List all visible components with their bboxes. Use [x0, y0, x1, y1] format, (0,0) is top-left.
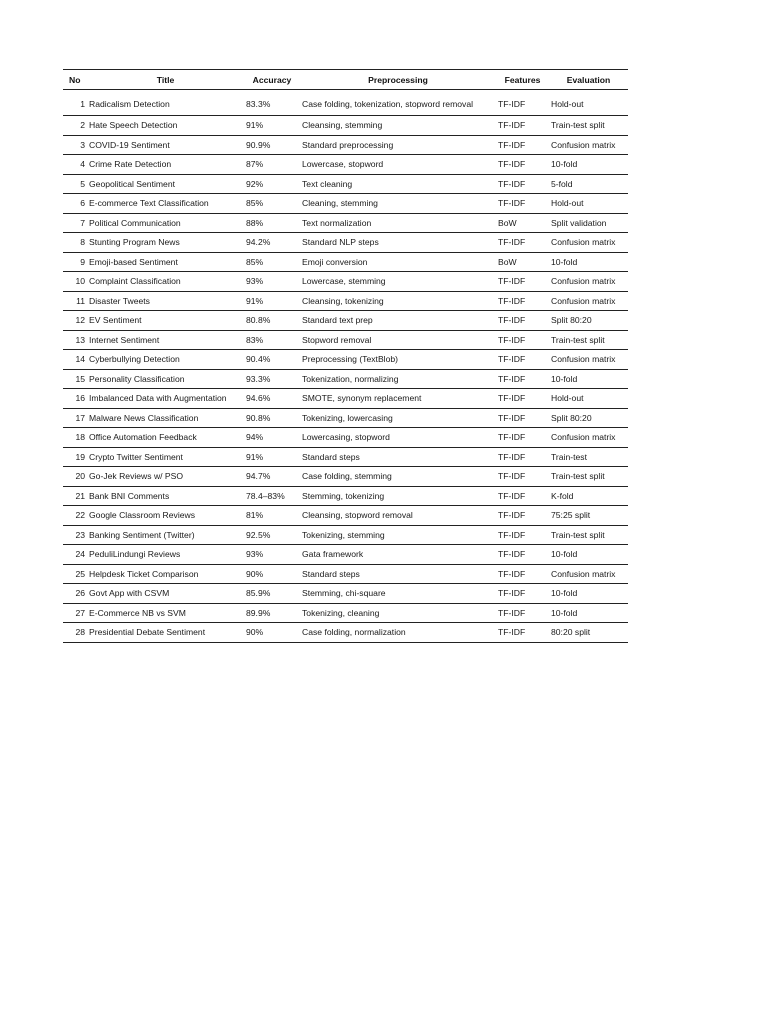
cell-title: Helpdesk Ticket Comparison — [87, 564, 244, 584]
table-row — [63, 90, 628, 116]
cell-title: Personality Classification — [87, 369, 244, 389]
table-row — [63, 174, 628, 194]
cell-title: COVID-19 Sentiment — [87, 135, 244, 155]
cell-preprocessing: Case folding, stemming — [300, 467, 496, 487]
table-row — [63, 233, 628, 253]
cell-preprocessing: Cleaning, stemming — [300, 194, 496, 214]
cell-title: Complaint Classification — [87, 272, 244, 292]
cell-no: 11 — [63, 291, 87, 311]
cell-features: TF-IDF — [496, 584, 549, 604]
cell-evaluation: Train-test split — [549, 525, 628, 545]
cell-features: TF-IDF — [496, 90, 549, 116]
cell-no: 27 — [63, 603, 87, 623]
cell-title: Internet Sentiment — [87, 330, 244, 350]
cell-evaluation: Confusion matrix — [549, 428, 628, 448]
cell-preprocessing: Preprocessing (TextBlob) — [300, 350, 496, 370]
cell-evaluation: Confusion matrix — [549, 564, 628, 584]
cell-evaluation: Confusion matrix — [549, 233, 628, 253]
cell-no: 12 — [63, 311, 87, 331]
cell-accuracy: 90% — [244, 564, 300, 584]
table-row — [63, 603, 628, 623]
cell-evaluation: 10-fold — [549, 252, 628, 272]
table-row — [63, 330, 628, 350]
table-row — [63, 623, 628, 643]
cell-features: TF-IDF — [496, 467, 549, 487]
cell-no: 17 — [63, 408, 87, 428]
table-row — [63, 291, 628, 311]
cell-accuracy: 94.2% — [244, 233, 300, 253]
cell-title: Hate Speech Detection — [87, 116, 244, 136]
table-header — [63, 70, 628, 90]
cell-accuracy: 85% — [244, 194, 300, 214]
cell-preprocessing: Emoji conversion — [300, 252, 496, 272]
table-row — [63, 584, 628, 604]
cell-preprocessing: Text cleaning — [300, 174, 496, 194]
cell-no: 6 — [63, 194, 87, 214]
cell-no: 25 — [63, 564, 87, 584]
cell-preprocessing: Tokenization, normalizing — [300, 369, 496, 389]
table-row — [63, 350, 628, 370]
cell-title: Google Classroom Reviews — [87, 506, 244, 526]
cell-accuracy: 80.8% — [244, 311, 300, 331]
cell-features: TF-IDF — [496, 174, 549, 194]
table-row — [63, 506, 628, 526]
cell-evaluation: Hold-out — [549, 389, 628, 409]
cell-accuracy: 90.4% — [244, 350, 300, 370]
cell-no: 28 — [63, 623, 87, 643]
cell-evaluation: Confusion matrix — [549, 272, 628, 292]
table-row — [63, 525, 628, 545]
cell-evaluation: Confusion matrix — [549, 135, 628, 155]
cell-features: TF-IDF — [496, 350, 549, 370]
table-row — [63, 135, 628, 155]
table-row — [63, 116, 628, 136]
cell-title: Office Automation Feedback — [87, 428, 244, 448]
header-row — [63, 70, 628, 90]
cell-preprocessing: Cleansing, tokenizing — [300, 291, 496, 311]
cell-title: Cyberbullying Detection — [87, 350, 244, 370]
cell-title: Geopolitical Sentiment — [87, 174, 244, 194]
cell-preprocessing: Gata framework — [300, 545, 496, 565]
cell-no: 5 — [63, 174, 87, 194]
cell-evaluation: 10-fold — [549, 545, 628, 565]
cell-evaluation: K-fold — [549, 486, 628, 506]
table-row — [63, 213, 628, 233]
cell-features: TF-IDF — [496, 233, 549, 253]
cell-no: 4 — [63, 155, 87, 175]
cell-no: 23 — [63, 525, 87, 545]
cell-evaluation: Confusion matrix — [549, 291, 628, 311]
cell-features: TF-IDF — [496, 408, 549, 428]
table-row — [63, 408, 628, 428]
header-accuracy: Accuracy — [244, 70, 300, 90]
cell-features: TF-IDF — [496, 116, 549, 136]
cell-features: TF-IDF — [496, 525, 549, 545]
cell-evaluation: Split validation — [549, 213, 628, 233]
cell-no: 1 — [63, 90, 87, 116]
cell-evaluation: Confusion matrix — [549, 350, 628, 370]
cell-evaluation: 80:20 split — [549, 623, 628, 643]
cell-evaluation: 10-fold — [549, 603, 628, 623]
cell-no: 3 — [63, 135, 87, 155]
cell-evaluation: 10-fold — [549, 155, 628, 175]
cell-accuracy: 91% — [244, 291, 300, 311]
cell-accuracy: 85% — [244, 252, 300, 272]
cell-title: EV Sentiment — [87, 311, 244, 331]
header-evaluation: Evaluation — [549, 70, 628, 90]
cell-title: Govt App with CSVM — [87, 584, 244, 604]
cell-evaluation: Train-test — [549, 447, 628, 467]
table-row — [63, 311, 628, 331]
cell-evaluation: Train-test split — [549, 467, 628, 487]
cell-features: BoW — [496, 252, 549, 272]
cell-preprocessing: Lowercase, stemming — [300, 272, 496, 292]
cell-preprocessing: Case folding, normalization — [300, 623, 496, 643]
table-row — [63, 194, 628, 214]
cell-preprocessing: SMOTE, synonym replacement — [300, 389, 496, 409]
cell-features: TF-IDF — [496, 194, 549, 214]
cell-evaluation: Train-test split — [549, 116, 628, 136]
table-row — [63, 389, 628, 409]
cell-no: 20 — [63, 467, 87, 487]
cell-features: TF-IDF — [496, 311, 549, 331]
cell-no: 21 — [63, 486, 87, 506]
cell-no: 18 — [63, 428, 87, 448]
header-features: Features — [496, 70, 549, 90]
cell-no: 19 — [63, 447, 87, 467]
cell-preprocessing: Stemming, chi-square — [300, 584, 496, 604]
cell-title: E-Commerce NB vs SVM — [87, 603, 244, 623]
cell-no: 16 — [63, 389, 87, 409]
cell-no: 24 — [63, 545, 87, 565]
cell-features: TF-IDF — [496, 135, 549, 155]
cell-title: Stunting Program News — [87, 233, 244, 253]
cell-no: 10 — [63, 272, 87, 292]
cell-evaluation: Hold-out — [549, 194, 628, 214]
cell-preprocessing: Cleansing, stemming — [300, 116, 496, 136]
cell-features: TF-IDF — [496, 603, 549, 623]
cell-preprocessing: Stemming, tokenizing — [300, 486, 496, 506]
table-row — [63, 155, 628, 175]
cell-no: 2 — [63, 116, 87, 136]
cell-no: 26 — [63, 584, 87, 604]
cell-features: BoW — [496, 213, 549, 233]
cell-no: 22 — [63, 506, 87, 526]
cell-preprocessing: Standard steps — [300, 447, 496, 467]
cell-accuracy: 94.6% — [244, 389, 300, 409]
cell-title: Presidential Debate Sentiment — [87, 623, 244, 643]
cell-preprocessing: Tokenizing, cleaning — [300, 603, 496, 623]
cell-accuracy: 83% — [244, 330, 300, 350]
cell-preprocessing: Tokenizing, stemming — [300, 525, 496, 545]
cell-preprocessing: Text normalization — [300, 213, 496, 233]
cell-evaluation: Split 80:20 — [549, 408, 628, 428]
cell-title: Political Communication — [87, 213, 244, 233]
cell-features: TF-IDF — [496, 447, 549, 467]
cell-features: TF-IDF — [496, 272, 549, 292]
cell-preprocessing: Stopword removal — [300, 330, 496, 350]
cell-evaluation: 10-fold — [549, 584, 628, 604]
cell-title: Crime Rate Detection — [87, 155, 244, 175]
cell-features: TF-IDF — [496, 369, 549, 389]
table-row — [63, 252, 628, 272]
cell-title: Imbalanced Data with Augmentation — [87, 389, 244, 409]
cell-no: 8 — [63, 233, 87, 253]
table-row — [63, 272, 628, 292]
cell-accuracy: 81% — [244, 506, 300, 526]
cell-preprocessing: Lowercase, stopword — [300, 155, 496, 175]
table-body — [63, 90, 628, 643]
table-row — [63, 428, 628, 448]
table-row — [63, 486, 628, 506]
cell-preprocessing: Cleansing, stopword removal — [300, 506, 496, 526]
cell-title: Go-Jek Reviews w/ PSO — [87, 467, 244, 487]
cell-no: 15 — [63, 369, 87, 389]
cell-preprocessing: Standard steps — [300, 564, 496, 584]
cell-no: 7 — [63, 213, 87, 233]
cell-title: E-commerce Text Classification — [87, 194, 244, 214]
cell-preprocessing: Standard preprocessing — [300, 135, 496, 155]
cell-accuracy: 91% — [244, 447, 300, 467]
cell-accuracy: 92.5% — [244, 525, 300, 545]
cell-accuracy: 83.3% — [244, 90, 300, 116]
cell-title: Crypto Twitter Sentiment — [87, 447, 244, 467]
cell-features: TF-IDF — [496, 506, 549, 526]
cell-features: TF-IDF — [496, 545, 549, 565]
header-no: No — [63, 70, 87, 90]
cell-accuracy: 90.9% — [244, 135, 300, 155]
cell-no: 9 — [63, 252, 87, 272]
table-row — [63, 369, 628, 389]
cell-preprocessing: Tokenizing, lowercasing — [300, 408, 496, 428]
cell-evaluation: Split 80:20 — [549, 311, 628, 331]
cell-evaluation: 10-fold — [549, 369, 628, 389]
cell-accuracy: 90.8% — [244, 408, 300, 428]
cell-accuracy: 93.3% — [244, 369, 300, 389]
cell-accuracy: 94% — [244, 428, 300, 448]
cell-accuracy: 93% — [244, 272, 300, 292]
cell-evaluation: 5-fold — [549, 174, 628, 194]
cell-accuracy: 88% — [244, 213, 300, 233]
cell-title: Emoji-based Sentiment — [87, 252, 244, 272]
cell-accuracy: 89.9% — [244, 603, 300, 623]
cell-title: PeduliLindungi Reviews — [87, 545, 244, 565]
cell-accuracy: 90% — [244, 623, 300, 643]
cell-title: Banking Sentiment (Twitter) — [87, 525, 244, 545]
cell-preprocessing: Standard text prep — [300, 311, 496, 331]
cell-features: TF-IDF — [496, 428, 549, 448]
table-row — [63, 545, 628, 565]
cell-preprocessing: Standard NLP steps — [300, 233, 496, 253]
cell-accuracy: 94.7% — [244, 467, 300, 487]
cell-accuracy: 92% — [244, 174, 300, 194]
cell-features: TF-IDF — [496, 389, 549, 409]
cell-accuracy: 85.9% — [244, 584, 300, 604]
cell-accuracy: 93% — [244, 545, 300, 565]
cell-evaluation: Hold-out — [549, 90, 628, 116]
cell-features: TF-IDF — [496, 486, 549, 506]
cell-no: 13 — [63, 330, 87, 350]
cell-features: TF-IDF — [496, 623, 549, 643]
cell-title: Radicalism Detection — [87, 90, 244, 116]
cell-title: Bank BNI Comments — [87, 486, 244, 506]
header-title: Title — [87, 70, 244, 90]
cell-accuracy: 87% — [244, 155, 300, 175]
table-row — [63, 447, 628, 467]
cell-features: TF-IDF — [496, 291, 549, 311]
cell-accuracy: 78.4–83% — [244, 486, 300, 506]
cell-features: TF-IDF — [496, 330, 549, 350]
table-row — [63, 564, 628, 584]
cell-preprocessing: Case folding, tokenization, stopword removal — [300, 90, 496, 116]
cell-evaluation: 75:25 split — [549, 506, 628, 526]
header-preprocessing: Preprocessing — [300, 70, 496, 90]
cell-title: Malware News Classification — [87, 408, 244, 428]
cell-title: Disaster Tweets — [87, 291, 244, 311]
cell-preprocessing: Lowercasing, stopword — [300, 428, 496, 448]
table-row — [63, 467, 628, 487]
cell-no: 14 — [63, 350, 87, 370]
results-table — [63, 69, 628, 643]
cell-evaluation: Train-test split — [549, 330, 628, 350]
cell-features: TF-IDF — [496, 155, 549, 175]
cell-accuracy: 91% — [244, 116, 300, 136]
cell-features: TF-IDF — [496, 564, 549, 584]
